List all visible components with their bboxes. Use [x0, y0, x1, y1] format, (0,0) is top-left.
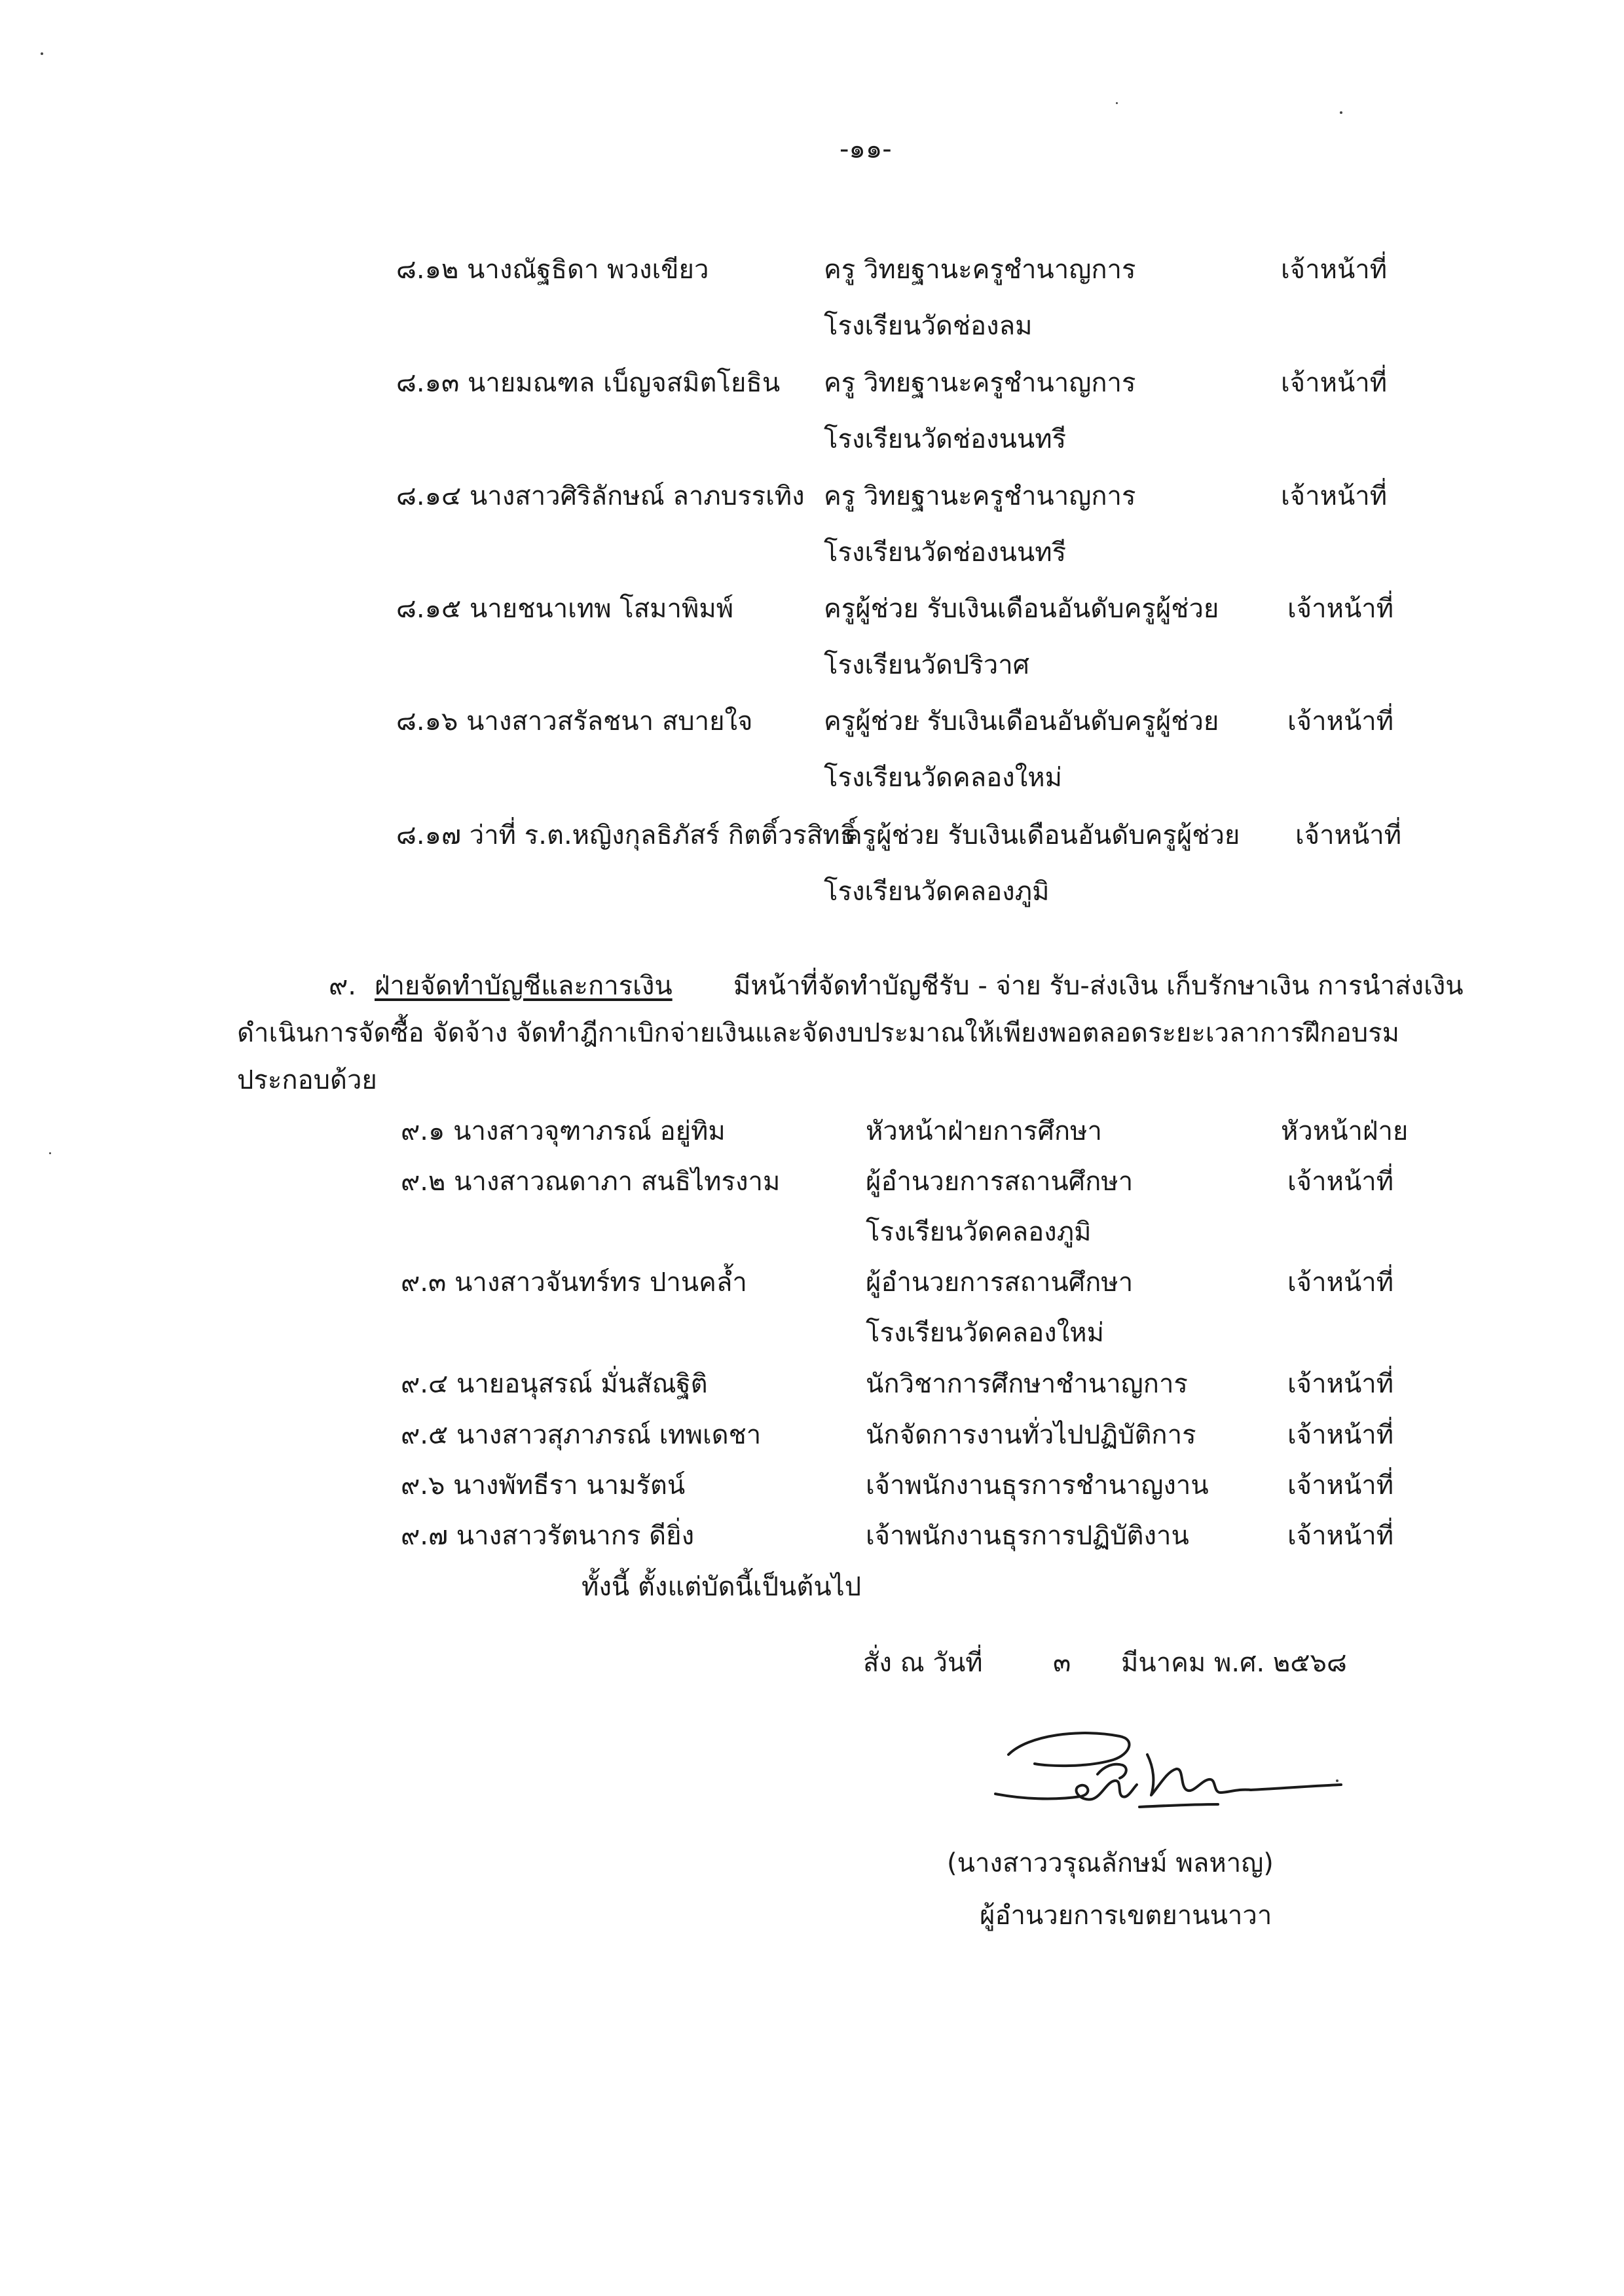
effective-statement: ทั้งนี้ ตั้งแต่บัดนี้เป็นต้นไป: [581, 1572, 862, 1602]
member-position: เจ้าพนักงานธุรการปฏิบัติงาน: [866, 1521, 1189, 1551]
member-position: นักจัดการงานทั่วไปปฏิบัติการ: [866, 1420, 1196, 1450]
section-9-description-line2: ดำเนินการจัดซื้อ จัดจ้าง จัดทำฎีกาเบิกจ่ายเงินและจัดงบประมาณให้เพียงพอตลอดระยะเวลาการฝึกอบรม: [237, 1018, 1400, 1048]
member-position: นักวิชาการศึกษาชำนาญการ: [866, 1369, 1188, 1399]
member-name: ๙.๑ นางสาวจุฑาภรณ์ อยู่ทิม: [401, 1116, 726, 1146]
member-role: เจ้าหน้าที่: [1281, 368, 1388, 398]
signatory-name: (นางสาววรุณลักษม์ พลหาญ): [947, 1848, 1274, 1878]
member-name: ๘.๑๖ นางสาวสรัลชนา สบายใจ: [396, 706, 753, 737]
order-date-month-year: มีนาคม พ.ศ. ๒๕๖๘: [1121, 1648, 1347, 1678]
order-date-prefix: สั่ง ณ วันที่: [863, 1648, 983, 1678]
member-position: เจ้าพนักงานธุรการชำนาญงาน: [866, 1470, 1209, 1501]
scan-speck: [1116, 102, 1118, 104]
member-name: ๘.๑๔ นางสาวศิริลักษณ์ ลาภบรรเทิง: [396, 481, 805, 511]
member-role: เจ้าหน้าที่: [1287, 1369, 1394, 1399]
member-role: เจ้าหน้าที่: [1287, 594, 1394, 624]
member-position: ครู วิทยฐานะครูชำนาญการ: [824, 255, 1136, 285]
member-role: เจ้าหน้าที่: [1287, 1420, 1394, 1450]
scan-speck: [1340, 111, 1342, 114]
member-position: ครูผู้ช่วย รับเงินเดือนอันดับครูผู้ช่วย: [845, 820, 1240, 850]
member-school: โรงเรียนวัดช่องนนทรี: [824, 424, 1067, 454]
member-name: ๘.๑๓ นายมณฑล เบ็ญจสมิตโยธิน: [396, 368, 781, 398]
member-school: โรงเรียนวัดคลองใหม่: [824, 763, 1062, 793]
member-name: ๙.๖ นางพัทธีรา นามรัตน์: [401, 1470, 686, 1501]
member-position: ครูผู้ช่วย รับเงินเดือนอันดับครูผู้ช่วย: [824, 706, 1219, 737]
member-name: ๘.๑๗ ว่าที่ ร.ต.หญิงกุลธิภัสร์ กิตติ์วรสิทธิ์: [396, 820, 857, 850]
section-9-heading: ฝ่ายจัดทำบัญชีและการเงิน: [375, 971, 673, 1001]
member-school: โรงเรียนวัดคลองใหม่: [866, 1318, 1104, 1348]
member-position: ครู วิทยฐานะครูชำนาญการ: [824, 368, 1136, 398]
section-9-number: ๙.: [329, 971, 357, 1001]
page-number: -๑๑-: [840, 134, 892, 164]
member-school: โรงเรียนวัดคลองภูมิ: [824, 877, 1050, 907]
member-school: โรงเรียนวัดปริวาศ: [824, 650, 1030, 680]
member-school: โรงเรียนวัดคลองภูมิ: [866, 1217, 1092, 1247]
member-name: ๙.๒ นางสาวณดาภา สนธิไทรงาม: [401, 1167, 781, 1197]
member-role: เจ้าหน้าที่: [1287, 1167, 1394, 1197]
order-date-day: ๓: [1053, 1648, 1071, 1678]
member-role: เจ้าหน้าที่: [1287, 1521, 1394, 1551]
member-name: ๙.๓ นางสาวจันทร์ทร ปานคล้ำ: [401, 1267, 747, 1298]
member-name: ๘.๑๒ นางณัฐธิดา พวงเขียว: [396, 255, 709, 285]
member-position: ครู วิทยฐานะครูชำนาญการ: [824, 481, 1136, 511]
member-position: หัวหน้าฝ่ายการศึกษา: [866, 1116, 1102, 1146]
signature-image: [982, 1709, 1349, 1827]
member-position: ครูผู้ช่วย รับเงินเดือนอันดับครูผู้ช่วย: [824, 594, 1219, 624]
member-position: ผู้อำนวยการสถานศึกษา: [866, 1267, 1134, 1298]
section-9-description-line3: ประกอบด้วย: [237, 1065, 377, 1095]
member-school: โรงเรียนวัดช่องนนทรี: [824, 538, 1067, 568]
member-role: เจ้าหน้าที่: [1287, 1267, 1394, 1298]
member-name: ๘.๑๕ นายชนาเทพ โสมาพิมพ์: [396, 594, 734, 624]
member-name: ๙.๗ นางสาวรัตนากร ดียิ่ง: [401, 1521, 695, 1551]
member-role: เจ้าหน้าที่: [1295, 820, 1402, 850]
member-role: เจ้าหน้าที่: [1287, 1470, 1394, 1501]
member-name: ๙.๔ นายอนุสรณ์ มั่นสัณฐิติ: [401, 1369, 708, 1399]
member-role: เจ้าหน้าที่: [1281, 255, 1388, 285]
member-role: หัวหน้าฝ่าย: [1281, 1116, 1409, 1146]
member-school: โรงเรียนวัดช่องลม: [824, 311, 1033, 341]
member-role: เจ้าหน้าที่: [1281, 481, 1388, 511]
member-name: ๙.๕ นางสาวสุภาภรณ์ เทพเดชา: [401, 1420, 762, 1450]
section-9-description-line1: มีหน้าที่จัดทำบัญชีรับ - จ่าย รับ-ส่งเงิน เก็บรักษาเงิน การนำส่งเงิน: [733, 971, 1464, 1001]
member-role: เจ้าหน้าที่: [1287, 706, 1394, 737]
scan-speck: [41, 52, 43, 55]
scan-speck: [49, 1152, 51, 1154]
signatory-title: ผู้อำนวยการเขตยานนาวา: [980, 1901, 1272, 1931]
member-position: ผู้อำนวยการสถานศึกษา: [866, 1167, 1134, 1197]
